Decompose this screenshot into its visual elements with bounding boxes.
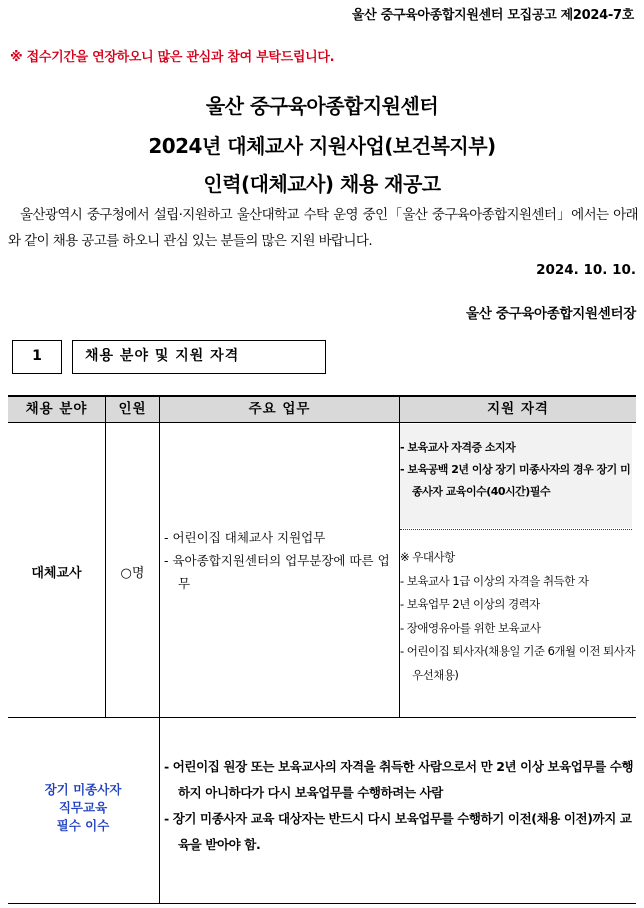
duty-list <box>164 526 396 595</box>
header-bottom-border <box>8 422 636 423</box>
notice-signer: 울산 중구육아종합지원센터장 <box>465 306 636 322</box>
intro-paragraph: 울산광역시 중구청에서 설립·지원하고 울산대학교 수탁 운영 중인「울산 중구육아종합지원센터」에서는 아래와 같이 채용 공고를 하오니 관심 있는 분들의 많은 지원 바랍니다. <box>8 207 638 249</box>
row-divider <box>8 717 636 718</box>
count-value: ○명 <box>120 566 145 581</box>
education-item: - 어린이집 원장 또는 보육교사의 자격을 취득한 사람으로서 만 2년 이상 보육업무를 수행하지 아니하다가 다시 보육업무를 수행하려는 사람 <box>164 759 634 800</box>
section-title: 채용 분야 및 지원 자격 <box>72 340 326 374</box>
preferences-title: ※ 우대사항 <box>400 550 455 564</box>
table-top-border <box>8 395 636 397</box>
requirement-item: - 보육교사 자격증 소지자 <box>400 441 516 454</box>
dotted-divider <box>400 529 632 530</box>
title-program: 2024년 대체교사 지원사업(보건복지부) <box>148 134 496 158</box>
education-label-line: 장기 미종사자 <box>44 782 122 797</box>
notice-date: 2024. 10. 10. <box>536 262 636 278</box>
requirements-list <box>400 437 632 503</box>
preference-item: - 장애영유아를 위한 보육교사 <box>400 620 541 635</box>
table-bottom-border <box>8 903 636 904</box>
header-duty: 주요 업무 <box>160 396 399 422</box>
extension-alert: ※ 접수기간을 연장하오니 많은 관심과 참여 부탁드립니다. <box>10 50 335 65</box>
field-value: 대체교사 <box>31 566 82 581</box>
education-label <box>8 781 158 835</box>
preference-item: - 보육업무 2년 이상의 경력자 <box>400 597 540 611</box>
education-item: - 장기 미종사자 교육 대상자는 반드시 다시 보육업무를 수행하기 이전(채용 이전)까지 교육을 받아야 함. <box>164 811 632 852</box>
duty-item: - 어린이집 대체교사 지원업무 <box>164 530 326 545</box>
preferences-list <box>400 546 636 687</box>
preference-item: - 보육교사 1급 이상의 자격을 취득한 자 <box>400 573 589 588</box>
section-number: 1 <box>12 340 62 374</box>
header-qualification: 지원 자격 <box>400 396 636 422</box>
preference-item: - 어린이집 퇴사자(채용일 기준 6개월 이전 퇴사자 우선채용) <box>400 644 635 682</box>
header-field: 채용 분야 <box>8 396 105 422</box>
header-count: 인원 <box>106 396 159 422</box>
education-requirements <box>164 754 634 858</box>
title-center-name: 울산 중구육아종합지원센터 <box>205 94 439 118</box>
title-recruitment: 인력(대체교사) 채용 재공고 <box>203 172 441 196</box>
col-divider-1 <box>105 396 106 717</box>
education-label-line: 직무교육 <box>58 800 108 815</box>
col-divider-2 <box>159 396 160 903</box>
notice-number: 울산 중구육아종합지원센터 모집공고 제2024-7호 <box>351 8 634 23</box>
duty-item: - 육아종합지원센터의 업무분장에 따른 업무 <box>164 553 390 591</box>
education-label-line: 필수 이수 <box>56 818 110 833</box>
requirement-item: - 보육공백 2년 이상 장기 미종사자의 경우 장기 미종사자 교육이수(40시간)필수 <box>400 463 631 498</box>
